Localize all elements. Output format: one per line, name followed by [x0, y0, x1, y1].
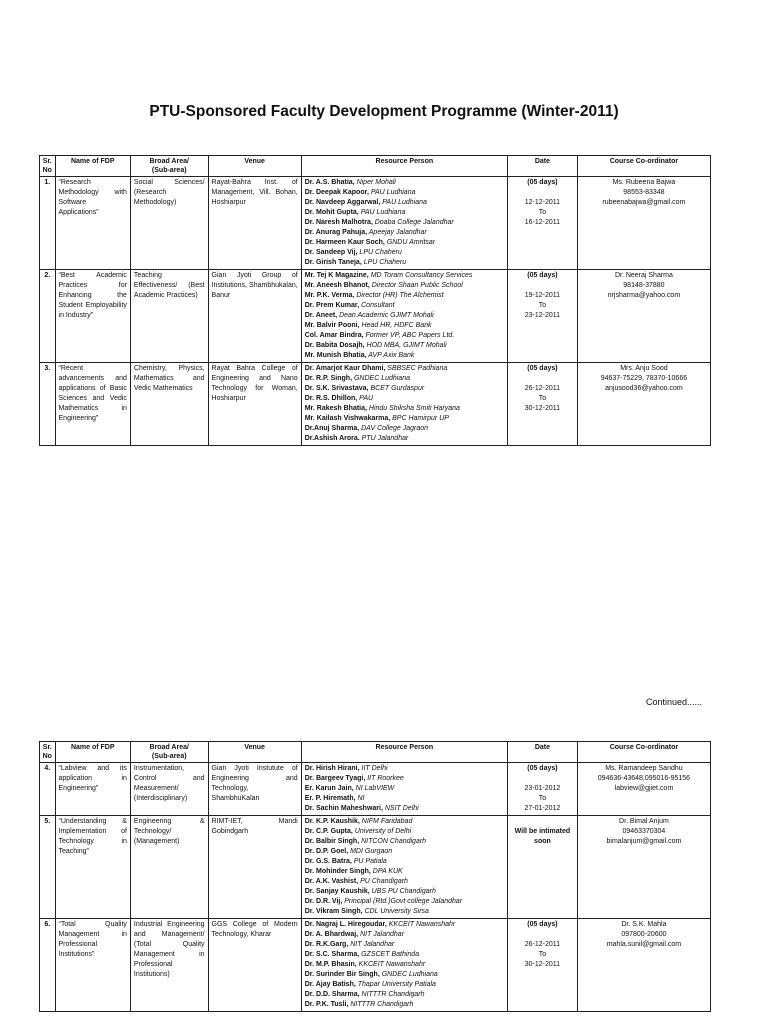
- broad-area-cell: Engineering & Technology/ (Management): [130, 816, 208, 919]
- resource-person-affiliation: KKCEIT Nawanshahr: [386, 921, 456, 928]
- resource-person-name: Dr. D.P. Goel,: [304, 848, 349, 855]
- resource-person-entry: [305, 960, 504, 970]
- resource-person-entry: [305, 990, 504, 1000]
- coordinator-cell: [577, 919, 710, 1012]
- resource-person-affiliation: NITCON Chandigarh: [359, 838, 427, 845]
- resource-person-entry: [305, 980, 504, 990]
- resource-person-cell: [301, 270, 507, 363]
- resource-person-entry: [305, 847, 504, 857]
- header-area: Broad Area/ (Sub-area): [130, 156, 208, 177]
- sr-cell: 2.: [40, 270, 56, 363]
- resource-person-name: Dr. Harmeen Kaur Soch,: [304, 239, 385, 246]
- resource-person-cell: [301, 177, 507, 270]
- resource-person-entry: [305, 764, 504, 774]
- resource-person-affiliation: NSIT Delhi: [382, 805, 419, 812]
- coordinator-phone: 09463370304: [622, 828, 666, 835]
- header-resource-person: Resource Person: [301, 742, 507, 763]
- date-cell: [507, 363, 577, 446]
- duration: (05 days): [527, 365, 558, 372]
- resource-person-affiliation: NITTTR Chandigarh: [359, 991, 425, 998]
- coordinator-email: mahla.sunil@gmail.com: [606, 941, 682, 948]
- resource-person-entry: [305, 374, 504, 384]
- resource-person-entry: [305, 907, 504, 917]
- resource-person-name: Mr. Munish Bhatia,: [304, 352, 367, 359]
- resource-person-affiliation: BPC Hamirpur UP: [390, 415, 449, 422]
- resource-person-name: Dr. Naresh Malhotra,: [304, 219, 373, 226]
- resource-person-name: Col. Amar Bindra,: [304, 332, 364, 339]
- date-separator: To: [538, 395, 547, 402]
- resource-person-affiliation: BCET Gurdaspur: [368, 385, 425, 392]
- resource-person-cell: [301, 816, 507, 919]
- resource-person-affiliation: PAU Ludhiana: [368, 189, 416, 196]
- resource-person-name: Dr. Anurag Pahuja,: [304, 229, 368, 236]
- broad-area-cell: Social Sciences/ (Research Methodology): [130, 177, 208, 270]
- coordinator-email: rubeenabajwa@gmail.com: [602, 199, 686, 206]
- date-cell: [507, 177, 577, 270]
- resource-person-affiliation: PAU: [357, 395, 374, 402]
- start-date: 12-12-2011: [524, 199, 561, 206]
- resource-person-affiliation: DPA KUK: [370, 868, 403, 875]
- resource-person-affiliation: KKCEIT Nawanshahr: [356, 961, 426, 968]
- resource-person-name: Dr. Amarjot Kaur Dhami,: [304, 365, 386, 372]
- resource-person-name: Dr. A.S. Bhatia,: [304, 179, 355, 186]
- resource-person-entry: [305, 311, 504, 321]
- venue-cell: Gian Jyoti Group of Institutions, Shambhukalan, Banur: [208, 270, 301, 363]
- end-date: 30-12-2011: [524, 405, 561, 412]
- resource-person-entry: [305, 351, 504, 361]
- header-sr: Sr. No: [40, 156, 56, 177]
- coordinator-phone: 094636-43648,095016-95156: [597, 775, 691, 782]
- resource-person-name: Dr. Nagraj L. Hiregoudar,: [304, 921, 387, 928]
- coordinator-phone: 98148-37880: [623, 282, 665, 289]
- header-fdp: Name of FDP: [55, 742, 130, 763]
- spacer: [511, 774, 574, 784]
- resource-person-affiliation: PAU Ludhiana: [358, 209, 406, 216]
- resource-person-name: Dr. Mohinder Singh,: [304, 868, 371, 875]
- resource-person-entry: [305, 867, 504, 877]
- table-row: [40, 919, 711, 1012]
- resource-person-entry: [305, 341, 504, 351]
- resource-person-cell: [301, 919, 507, 1012]
- resource-person-name: Dr. S.C. Sharma,: [304, 951, 360, 958]
- resource-person-name: Dr. Surinder Bir Singh,: [304, 971, 380, 978]
- table-header-row: [40, 742, 711, 763]
- resource-person-affiliation: Consultant: [359, 302, 395, 309]
- table-body-1: [40, 177, 711, 446]
- date-cell: [507, 919, 577, 1012]
- resource-person-entry: [305, 827, 504, 837]
- resource-person-name: Er. Karun Jain,: [304, 785, 354, 792]
- resource-person-entry: [305, 198, 504, 208]
- date-separator: To: [538, 302, 547, 309]
- resource-person-entry: [305, 208, 504, 218]
- coordinator-name: Ms. Ramandeep Sandhu: [605, 765, 683, 772]
- resource-person-name: Dr. Navdeep Aggarwal,: [304, 199, 381, 206]
- fdp-name-cell: “Research Methodology with Software Applications”: [55, 177, 130, 270]
- resource-person-affiliation: Director Shaan Public School: [369, 282, 463, 289]
- resource-person-affiliation: LPU Chaheru: [361, 259, 407, 266]
- coordinator-name: Dr. Neeraj Sharma: [614, 272, 673, 279]
- resource-person-affiliation: CDL University Sirsa: [362, 908, 429, 915]
- resource-person-name: Dr. G.S. Batra,: [304, 858, 352, 865]
- sr-cell: 1.: [40, 177, 56, 270]
- resource-person-affiliation: NI: [355, 795, 365, 802]
- date-separator: To: [538, 795, 547, 802]
- resource-person-affiliation: AVP Axix Bank: [366, 352, 415, 359]
- resource-person-name: Dr. R.P. Singh,: [304, 375, 353, 382]
- fdp-table-part-2: [39, 741, 711, 1012]
- resource-person-affiliation: NITTTR Chandigarh: [348, 1001, 414, 1008]
- resource-person-name: Dr. Hirish Hirani,: [304, 765, 360, 772]
- spacer: [511, 817, 574, 827]
- coordinator-phone: 98553-83348: [623, 189, 665, 196]
- resource-person-affiliation: LPU Chaheru: [357, 249, 402, 256]
- end-date: 23-12-2011: [524, 312, 561, 319]
- header-coordinator: Course Co-ordinator: [577, 156, 710, 177]
- venue-cell: Gian Jyoti Instutute of Engineering and Technology, ShambhuKalan: [208, 763, 301, 816]
- resource-person-affiliation: PU Patiala: [351, 858, 387, 865]
- coordinator-name: Dr. Bimal Anjum: [619, 818, 669, 825]
- date-cell: [507, 763, 577, 816]
- resource-person-affiliation: NI LabVIEW: [353, 785, 395, 792]
- header-coordinator: Course Co-ordinator: [577, 742, 710, 763]
- resource-person-entry: [305, 940, 504, 950]
- resource-person-cell: [301, 363, 507, 446]
- fdp-name-cell: “Recent advancements and applications of Basic Sciences and Vedic Mathematics in Engineering”: [55, 363, 130, 446]
- fdp-name-cell: “Labview and its application in Engineering”: [55, 763, 130, 816]
- resource-person-name: Dr.Ashish Arora.: [304, 435, 360, 442]
- resource-person-entry: [305, 394, 504, 404]
- resource-person-name: Mr. Tej K Magazine,: [304, 272, 369, 279]
- header-date: Date: [507, 156, 577, 177]
- resource-person-affiliation: Former VP, ABC Papers Ltd.: [363, 332, 455, 339]
- resource-person-name: Mr. Kailash Vishwakarma,: [304, 415, 391, 422]
- coordinator-email: labview@gjiet.com: [614, 785, 674, 792]
- resource-person-entry: [305, 434, 504, 444]
- resource-person-name: Dr. Balbir Singh,: [304, 838, 360, 845]
- resource-person-affiliation: NIT Jalandhar: [358, 931, 405, 938]
- resource-person-affiliation: GNDU Amritsar: [384, 239, 436, 246]
- resource-person-entry: [305, 321, 504, 331]
- start-date: 19-12-2011: [524, 292, 561, 299]
- resource-person-name: Dr. Sandeep Vij,: [304, 249, 358, 256]
- date-separator: To: [538, 209, 547, 216]
- resource-person-name: Dr. Vikram Singh,: [304, 908, 363, 915]
- resource-person-affiliation: Niper Mohali: [354, 179, 396, 186]
- resource-person-entry: [305, 228, 504, 238]
- resource-person-affiliation: Principal (Rtd.)Govt college Jalandhar: [342, 898, 463, 905]
- header-venue: Venue: [208, 742, 301, 763]
- sr-cell: 4.: [40, 763, 56, 816]
- venue-cell: RIMT-IET, Mandi Gobindgarh: [208, 816, 301, 919]
- resource-person-entry: [305, 414, 504, 424]
- resource-person-affiliation: Head HR, HDFC Bank: [359, 322, 432, 329]
- end-date: 30-12-2011: [524, 961, 561, 968]
- resource-person-cell: [301, 763, 507, 816]
- resource-person-affiliation: SBBSEC Padhiana: [385, 365, 448, 372]
- fdp-name-cell: “Total Quality Management in Professional Institutions”: [55, 919, 130, 1012]
- fdp-table-part-1: [39, 155, 711, 446]
- resource-person-name: Dr. P.K. Tusli,: [304, 1001, 349, 1008]
- resource-person-affiliation: Dean Academic GJIMT Mohali: [337, 312, 434, 319]
- date-cell: [507, 270, 577, 363]
- resource-person-entry: [305, 301, 504, 311]
- resource-person-affiliation: GNDEC Ludhiana: [379, 971, 438, 978]
- coordinator-name: Mrs. Anju Sood: [620, 365, 668, 372]
- header-resource-person: Resource Person: [301, 156, 507, 177]
- venue-cell: Rayat Bahra College of Engineering and Nano Technology for Woman, Hoshiarpur: [208, 363, 301, 446]
- table-row: [40, 363, 711, 446]
- broad-area-cell: Industrial Engineering and Management/ (Total Quality Management in Professional Institutions): [130, 919, 208, 1012]
- resource-person-name: Dr. Girish Taneja,: [304, 259, 362, 266]
- continued-note: Continued......: [646, 697, 703, 707]
- resource-person-entry: [305, 930, 504, 940]
- resource-person-affiliation: IIT Delhi: [359, 765, 388, 772]
- resource-person-entry: [305, 804, 504, 814]
- end-date: 16-12-2011: [524, 219, 561, 226]
- resource-person-name: Dr. Deepak Kapoor,: [304, 189, 369, 196]
- end-date: 27-01-2012: [524, 805, 561, 812]
- resource-person-name: Dr. Sanjay Kaushik,: [304, 888, 370, 895]
- coordinator-cell: [577, 270, 710, 363]
- resource-person-affiliation: PU Chandigarh: [358, 878, 408, 885]
- resource-person-entry: [305, 857, 504, 867]
- resource-person-affiliation: PTU Jalandhar: [359, 435, 409, 442]
- coordinator-cell: [577, 816, 710, 919]
- sr-cell: 6.: [40, 919, 56, 1012]
- resource-person-affiliation: NIFM Faridabad: [359, 818, 413, 825]
- duration: (05 days): [527, 921, 558, 928]
- resource-person-affiliation: UBS PU Chandigarh: [369, 888, 436, 895]
- resource-person-name: Dr. A. Bhardwaj,: [304, 931, 359, 938]
- table-body-2: [40, 763, 711, 1012]
- resource-person-entry: [305, 281, 504, 291]
- resource-person-name: Dr. Ajay Batish,: [304, 981, 356, 988]
- resource-person-affiliation: MD Toram Consultancy Services: [368, 272, 473, 279]
- resource-person-entry: [305, 218, 504, 228]
- resource-person-entry: [305, 970, 504, 980]
- resource-person-name: Dr. R.K.Garg,: [304, 941, 349, 948]
- date-note: Will be intimated soon: [514, 828, 571, 845]
- resource-person-entry: [305, 920, 504, 930]
- resource-person-name: Mr. Balvir Pooni,: [304, 322, 360, 329]
- resource-person-entry: [305, 950, 504, 960]
- resource-person-name: Dr. S.K. Srivastava,: [304, 385, 369, 392]
- start-date: 26-12-2011: [524, 385, 561, 392]
- header-fdp: Name of FDP: [55, 156, 130, 177]
- resource-person-entry: [305, 897, 504, 907]
- duration: (05 days): [527, 272, 558, 279]
- fdp-name-cell: “Best Academic Practices for Enhancing the Student Employability in Industry”: [55, 270, 130, 363]
- resource-person-name: Mr. P.K. Verma,: [304, 292, 355, 299]
- sr-cell: 3.: [40, 363, 56, 446]
- resource-person-name: Mr. Rakesh Bhatia,: [304, 405, 367, 412]
- resource-person-affiliation: MDI Gurgaon: [348, 848, 393, 855]
- page-title: PTU-Sponsored Faculty Development Programme (Winter-2011): [149, 103, 619, 120]
- resource-person-name: Dr. C.P. Gupta,: [304, 828, 353, 835]
- resource-person-affiliation: HOD MBA, GJIMT Mohali: [364, 342, 447, 349]
- coordinator-name: Ms. Rubeena Bajwa: [612, 179, 676, 186]
- resource-person-entry: [305, 404, 504, 414]
- resource-person-entry: [305, 248, 504, 258]
- duration: (05 days): [527, 765, 558, 772]
- header-date: Date: [507, 742, 577, 763]
- resource-person-name: Dr. M.P. Bhasin,: [304, 961, 357, 968]
- resource-person-entry: [305, 877, 504, 887]
- resource-person-name: Dr. R.S. Dhillon,: [304, 395, 358, 402]
- resource-person-name: Dr. D.D. Sharma,: [304, 991, 360, 998]
- resource-person-affiliation: GNDEC Ludhiana: [352, 375, 411, 382]
- resource-person-affiliation: DAV College Jagraon: [359, 425, 429, 432]
- resource-person-name: Dr. D.R. Vij,: [304, 898, 343, 905]
- resource-person-affiliation: GZSCET Bathinda: [359, 951, 420, 958]
- resource-person-entry: [305, 774, 504, 784]
- coordinator-cell: [577, 177, 710, 270]
- resource-person-entry: [305, 271, 504, 281]
- resource-person-entry: [305, 1000, 504, 1010]
- resource-person-affiliation: Doaba College Jalandhar: [372, 219, 454, 226]
- resource-person-entry: [305, 188, 504, 198]
- table-header-row: [40, 156, 711, 177]
- resource-person-name: Mr. Aneesh Bhanot,: [304, 282, 370, 289]
- resource-person-affiliation: University of Delhi: [352, 828, 412, 835]
- resource-person-entry: [305, 238, 504, 248]
- resource-person-entry: [305, 178, 504, 188]
- broad-area-cell: Instrumentation, Control and Measurement/ (Interdisciplinary): [130, 763, 208, 816]
- duration: (05 days): [527, 179, 558, 186]
- resource-person-name: Dr. Sachin Maheshwari,: [304, 805, 383, 812]
- date-separator: To: [538, 951, 547, 958]
- coordinator-email: anjusood36@yahoo.com: [605, 385, 683, 392]
- fdp-name-cell: “Understanding & Implementation of Technology in Teaching”: [55, 816, 130, 919]
- resource-person-affiliation: PAU Ludhiana: [380, 199, 427, 206]
- resource-person-affiliation: Director (HR) The Alchemist: [354, 292, 444, 299]
- table-row: [40, 270, 711, 363]
- broad-area-cell: Teaching Effectiveness/ (Best Academic Practices): [130, 270, 208, 363]
- coordinator-email: bimalanjum@gmail.com: [606, 838, 682, 845]
- resource-person-name: Dr. A.K. Vashist,: [304, 878, 359, 885]
- coordinator-email: nrjsharma@yahoo.com: [607, 292, 681, 299]
- coordinator-phone: 94637-75229, 78370-10666: [600, 375, 688, 382]
- spacer: [511, 374, 574, 384]
- resource-person-name: Dr. Bargeev Tyagi,: [304, 775, 366, 782]
- spacer: [511, 188, 574, 198]
- venue-cell: GGS College of Modern Technology, Kharar: [208, 919, 301, 1012]
- start-date: 26-12-2011: [524, 941, 561, 948]
- resource-person-entry: [305, 384, 504, 394]
- resource-person-entry: [305, 794, 504, 804]
- header-sr: Sr. No: [40, 742, 56, 763]
- resource-person-name: Dr. Babita Dosajh,: [304, 342, 365, 349]
- resource-person-affiliation: Hindu Shiksha Smiti Haryana: [366, 405, 460, 412]
- resource-person-name: Dr. Aneet,: [304, 312, 338, 319]
- start-date: 23-01-2012: [524, 785, 561, 792]
- header-venue: Venue: [208, 156, 301, 177]
- resource-person-name: Dr. K.P. Kaushik,: [304, 818, 360, 825]
- table-row: [40, 177, 711, 270]
- resource-person-name: Dr. Mohit Gupta,: [304, 209, 359, 216]
- resource-person-affiliation: Apeejay Jalandhar: [367, 229, 427, 236]
- table-row: [40, 816, 711, 919]
- resource-person-name: Dr. Prem Kumar,: [304, 302, 360, 309]
- resource-person-affiliation: IIT Roorkee: [365, 775, 404, 782]
- date-cell: [507, 816, 577, 919]
- spacer: [511, 281, 574, 291]
- resource-person-entry: [305, 817, 504, 827]
- resource-person-name: Dr.Anuj Sharma,: [304, 425, 360, 432]
- header-area: Broad Area/ (Sub-area): [130, 742, 208, 763]
- resource-person-entry: [305, 364, 504, 374]
- coordinator-cell: [577, 763, 710, 816]
- coordinator-name: Dr. S.K. Mahla: [621, 921, 667, 928]
- resource-person-entry: [305, 784, 504, 794]
- resource-person-entry: [305, 331, 504, 341]
- resource-person-affiliation: NIT Jalandhar: [348, 941, 395, 948]
- resource-person-name: Er. P. Hiremath,: [304, 795, 356, 802]
- broad-area-cell: Chemistry, Physics, Mathematics and Vedic Mathematics: [130, 363, 208, 446]
- resource-person-affiliation: Thapar University Patiala: [355, 981, 436, 988]
- resource-person-entry: [305, 837, 504, 847]
- resource-person-entry: [305, 424, 504, 434]
- coordinator-cell: [577, 363, 710, 446]
- resource-person-entry: [305, 887, 504, 897]
- sr-cell: 5.: [40, 816, 56, 919]
- resource-person-entry: [305, 258, 504, 268]
- coordinator-phone: 097800-20600: [621, 931, 667, 938]
- resource-person-entry: [305, 291, 504, 301]
- spacer: [511, 930, 574, 940]
- table-row: [40, 763, 711, 816]
- venue-cell: Rayat-Bahra Inst. of Management, Vill. Bohan, Hoshiarpur: [208, 177, 301, 270]
